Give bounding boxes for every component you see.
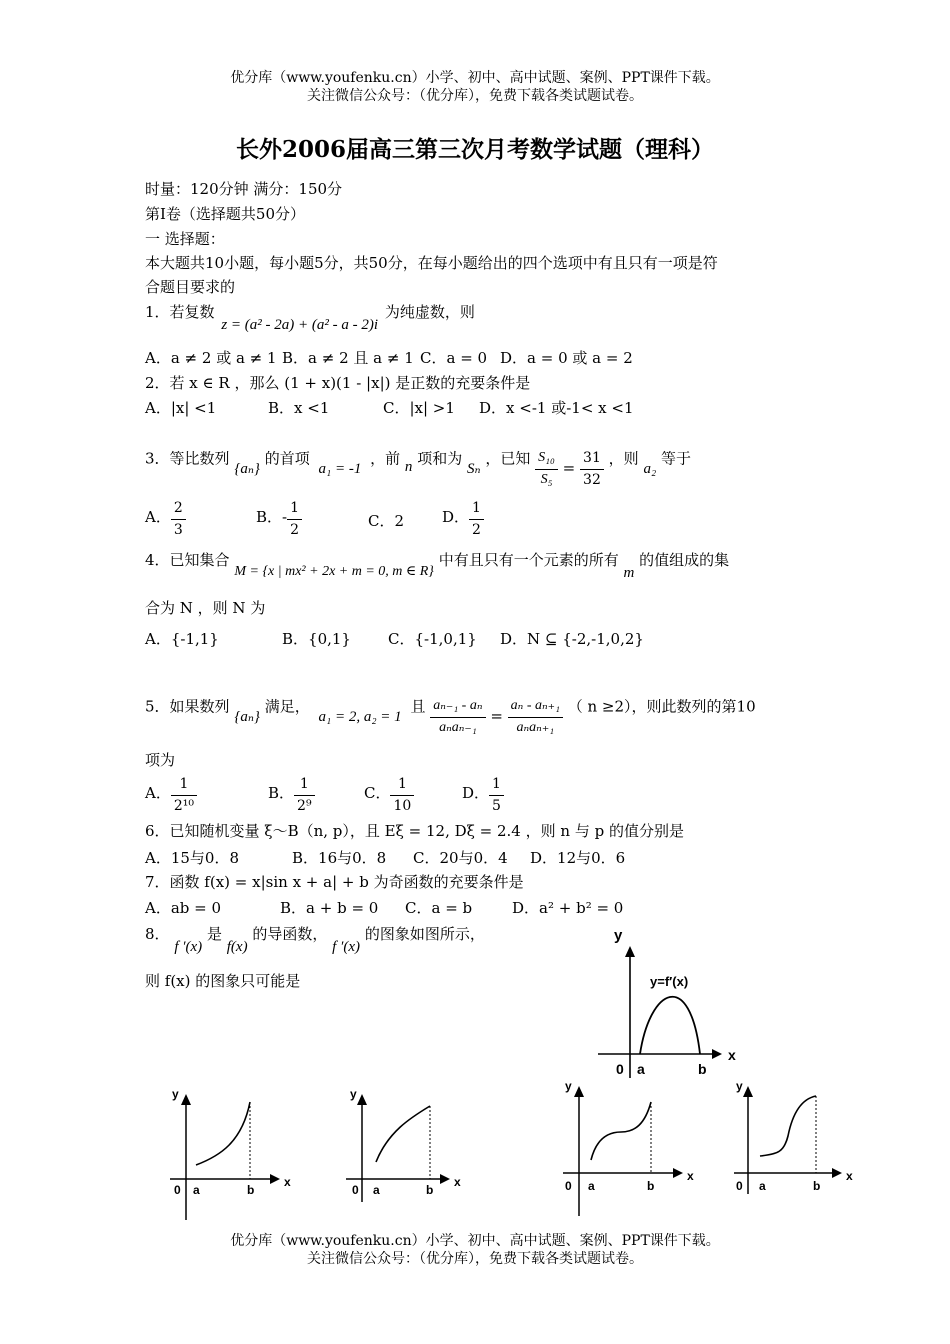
q3-text-3: ，前 [370, 449, 401, 468]
svg-text:x: x [846, 1169, 853, 1183]
q3-text-1: 3．等比数列 [145, 449, 230, 468]
q5-fraction-left: $\frac{\text{aₙ₋₁ - aₙ}}{\text{aₙaₙ₋₁}}$ [430, 698, 485, 737]
q5-option-c: C． $\frac{1}{10}$ [364, 776, 414, 815]
q1-formula: z = (a² - 2a) + (a² - a - 2)i [221, 317, 379, 333]
y-label: y [614, 928, 623, 944]
q5-option-a: A． $\frac{1}{\text{2¹⁰}}$ [145, 776, 197, 815]
q3-n: n [404, 459, 413, 476]
q4-line-2: 合为 N ，则 N 为 [145, 599, 266, 617]
svg-text:y: y [350, 1087, 357, 1101]
curve-label: y=f′(x) [650, 974, 689, 989]
q6-option-d: D．12与0．6 [530, 849, 626, 867]
question-8: 8． f ′(x) 是 f(x) 的导函数， f ′(x) 的图象如图所示， [145, 925, 485, 955]
q3-text-2: 的首项 [264, 449, 310, 468]
q3-text-5: ，已知 [485, 449, 531, 468]
derivative-curve [640, 997, 700, 1054]
q4-set: M = {x | mx² + 2x + m = 0, m ∈ R} [234, 564, 434, 579]
header-line-2: 关注微信公众号：（优分库），免费下载各类试题试卷。 [307, 88, 643, 104]
q3-value: $\frac{31}{32}$ [580, 450, 604, 489]
q5-option-b: B． $\frac{1}{\text{2⁹}}$ [268, 776, 315, 815]
q2-option-c: C．|x| >1 [383, 399, 455, 417]
q1-option-b: B．a ≠ 2 且 a ≠ 1 [282, 349, 414, 367]
svg-text:y: y [172, 1087, 179, 1101]
q7-option-c: C．a = b [405, 899, 473, 917]
graph-curve [591, 1102, 651, 1160]
origin-label: 0 [616, 1061, 624, 1077]
x-arrow-icon [440, 1174, 450, 1184]
svg-text:b: b [247, 1183, 255, 1197]
q4-option-a: A．{-1,1} [145, 630, 219, 648]
option-graph-1 [160, 1082, 300, 1222]
svg-text:b: b [813, 1179, 821, 1193]
svg-text:b: b [426, 1183, 434, 1197]
q3-sn: Sₙ [466, 461, 481, 478]
svg-text:0: 0 [174, 1183, 181, 1197]
q3-option-d: D． $\frac{1}{2}$ [442, 500, 484, 539]
svg-text:0: 0 [352, 1183, 359, 1197]
q1-option-c: C．a = 0 [420, 349, 488, 367]
q3-seq: {aₙ} [234, 461, 260, 478]
q4-option-d: D．N ⊆ {-2,-1,0,2} [500, 630, 644, 648]
q3-a1: a₁ = -1 [318, 461, 362, 478]
x-arrow-icon [270, 1174, 280, 1184]
q1-stem: 1．若复数 [145, 303, 215, 321]
question-6: 6．已知随机变量 ξ～B（n, p），且 Eξ = 12, Dξ = 2.4 ，则 n 与 p 的值分别是 [145, 822, 684, 840]
svg-text:a: a [588, 1179, 595, 1193]
y-arrow-icon [574, 1086, 584, 1097]
header-line-1: 优分库（www.youfenku.cn）小学、初中、高中试题、案例、PPT课件下载。 [230, 70, 720, 86]
q3-text-6: ，则 [608, 449, 639, 468]
q2-option-a: A．|x| <1 [145, 399, 217, 417]
footer-line-1: 优分库（www.youfenku.cn）小学、初中、高中试题、案例、PPT课件下载。 [230, 1233, 720, 1249]
q6-option-c: C．20与0．4 [413, 849, 508, 867]
option-graph-2 [340, 1082, 480, 1222]
question-4: 4．已知集合 M = {x | mx² + 2x + m = 0, m ∈ R} 中有且只有一个元素的所有 m 的值组成的集 [145, 551, 730, 581]
exam-meta: 时量：120分钟 满分：150分 [145, 180, 343, 198]
graph-curve [760, 1096, 816, 1156]
q7-option-b: B．a + b = 0 [280, 899, 379, 917]
svg-text:a: a [373, 1183, 380, 1197]
graph-curve [376, 1106, 430, 1162]
q7-option-a: A．ab = 0 [145, 899, 222, 917]
q5-fraction-right: $\frac{\text{aₙ - aₙ₊₁}}{\text{aₙaₙ₊₁}}$ [508, 698, 563, 737]
q3-option-b: B．- $\frac{1}{2}$ [256, 500, 302, 539]
svg-text:0: 0 [736, 1179, 743, 1193]
svg-text:0: 0 [565, 1179, 572, 1193]
option-graph-4 [730, 1076, 870, 1222]
svg-text:x: x [454, 1175, 461, 1189]
intro-line-1: 本大题共10小题，每小题5分，共50分，在每小题给出的四个选项中有且只有一项是符 [145, 254, 718, 272]
q5-line-2: 项为 [145, 751, 176, 769]
svg-text:x: x [687, 1169, 694, 1183]
x-arrow-icon [673, 1168, 683, 1178]
part-title: 第Ⅰ卷（选择题共50分） [145, 205, 306, 223]
y-axis-arrow-icon [625, 946, 635, 957]
question-2: 2．若 x ∈ R ，那么 (1 + x)(1 - |x|) 是正数的充要条件是 [145, 374, 531, 392]
q6-option-b: B．16与0．8 [292, 849, 387, 867]
derivative-graph [590, 928, 750, 1080]
q2-option-d: D．x <-1 或-1< x <1 [479, 399, 634, 417]
y-arrow-icon [181, 1094, 191, 1105]
option-graph-3 [555, 1076, 695, 1222]
question-1 [145, 303, 475, 333]
svg-text:y: y [736, 1079, 743, 1093]
q1-option-a: A．a ≠ 2 或 a ≠ 1 [145, 349, 277, 367]
x-arrow-icon [832, 1168, 842, 1178]
q1-tail: 为纯虚数，则 [384, 303, 475, 321]
svg-text:b: b [647, 1179, 655, 1193]
footer-line-2: 关注微信公众号：（优分库），免费下载各类试题试卷。 [307, 1251, 643, 1267]
x-axis-arrow-icon [712, 1049, 722, 1059]
exam-title: 长外2006届高三第三次月考数学试题（理科） [235, 136, 714, 163]
svg-text:a: a [759, 1179, 766, 1193]
a-label: a [637, 1061, 645, 1077]
x-label: x [728, 1047, 736, 1063]
intro-line-2: 合题目要求的 [145, 278, 236, 296]
q7-option-d: D．a² + b² = 0 [512, 899, 624, 917]
q3-text-7: 等于 [660, 449, 691, 468]
q8-line-2: 则 f(x) 的图象只可能是 [145, 972, 301, 990]
q3-a2: a₂ [643, 461, 657, 478]
q3-text-4: 项和为 [417, 449, 463, 468]
q3-ratio: $\frac{\text{S₁₀}}{\text{S₅}}$ [535, 450, 558, 489]
q4-option-b: B．{0,1} [282, 630, 351, 648]
question-7: 7．函数 f(x) = x|sin x + a| + b 为奇函数的充要条件是 [145, 873, 524, 891]
q1-option-d: D．a = 0 或 a = 2 [500, 349, 633, 367]
b-label: b [698, 1061, 707, 1077]
q2-option-b: B．x <1 [268, 399, 330, 417]
q4-option-c: C．{-1,0,1} [388, 630, 477, 648]
svg-text:a: a [193, 1183, 200, 1197]
q3-eq: = [562, 459, 576, 478]
svg-text:x: x [284, 1175, 291, 1189]
section-title: 一 选择题： [145, 230, 225, 248]
y-arrow-icon [743, 1086, 753, 1097]
question-3 [145, 440, 691, 488]
y-arrow-icon [357, 1094, 367, 1105]
q6-option-a: A．15与0．8 [145, 849, 240, 867]
q3-option-a: A． $\frac{2}{3}$ [145, 500, 186, 539]
question-5: 5．如果数列 {aₙ} 满足， a₁ = 2, a₂ = 1 且 $\frac{\text{aₙ₋₁ - aₙ}}{\text{aₙaₙ₋₁}}$ = $\frac{\text{aₙ - aₙ₊₁}}{\text{aₙaₙ₊₁}}$ （ n ≥2），则此数列的第10 [145, 697, 756, 735]
q3-option-c: C．2 [368, 512, 405, 530]
q5-option-d: D． $\frac{1}{5}$ [462, 776, 504, 815]
svg-text:y: y [565, 1079, 572, 1093]
graph-curve [196, 1102, 250, 1165]
